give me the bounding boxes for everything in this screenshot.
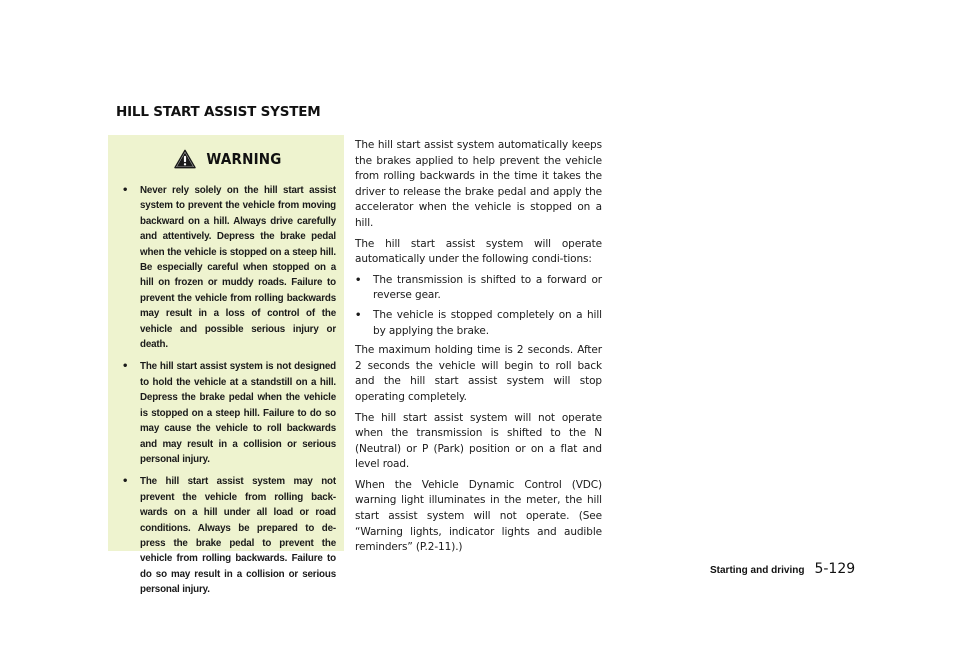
- warning-title: WARNING: [206, 150, 282, 168]
- condition-text: The vehicle is stopped completely on a hill by applying the brake.: [373, 308, 602, 337]
- page-number: 5-129: [814, 561, 856, 577]
- conditions-list: [355, 273, 602, 339]
- body-paragraph: The hill start assist system will operate automatically under the following condi-tions:: [355, 237, 602, 266]
- warning-item-text: The hill start assist system may not prevent the vehicle from rolling back-wards on a hill under all load or road conditions. Always be prepared to de-press the brake pedal to prevent the vehicle from rolling backwards. Failure to do so may result in a collision or serious personal injury.: [140, 476, 336, 596]
- warning-item: [120, 183, 336, 352]
- footer-section-name: Starting and driving: [710, 565, 805, 576]
- warning-item: [120, 474, 336, 597]
- warning-triangle-icon: [174, 149, 196, 169]
- warning-item-text: The hill start assist system is not designed to hold the vehicle at a standstill on a hill. Depress the brake pedal when the vehicle is stopped on a steep hill. Failure to do so may cause the vehicle to roll backwards and may result in a collision or serious personal injury.: [140, 361, 336, 465]
- warning-item-text: Never rely solely on the hill start assist system to prevent the vehicle from moving backward on a hill. Always drive carefully and attentively. Depress the brake pedal when the vehicle is stopped on a steep hill. Be especially careful when stopped on a hill on frozen or muddy roads. Failure to prevent the vehicle from rolling backwards may result in a loss of control of the vehicle and possible serious injury or death.: [140, 185, 336, 351]
- condition-item: [355, 308, 602, 339]
- warning-header: [120, 147, 336, 171]
- body-text-column: [355, 138, 602, 561]
- section-title: HILL START ASSIST SYSTEM: [116, 104, 321, 120]
- bullet-icon: •: [355, 309, 362, 321]
- condition-item: [355, 273, 602, 304]
- body-paragraph: When the Vehicle Dynamic Control (VDC) warning light illuminates in the meter, the hill start assist system will not operate. (See “Warning lights, indicator lights and audible reminders” (P.2-11).): [355, 478, 602, 554]
- warning-box: [108, 135, 344, 596]
- bullet-icon: •: [122, 476, 129, 488]
- bullet-icon: •: [122, 185, 129, 196]
- warning-item: [120, 359, 336, 467]
- page-footer: [710, 561, 855, 577]
- bullet-icon: •: [355, 274, 362, 286]
- warning-list: [120, 183, 336, 598]
- body-paragraph: The maximum holding time is 2 seconds. After 2 seconds the vehicle will begin to roll back and the hill start assist system will stop operating completely.: [355, 344, 602, 403]
- condition-text: The transmission is shifted to a forward or reverse gear.: [373, 273, 602, 302]
- body-paragraph: The hill start assist system will not operate when the transmission is shifted to the N (Neutral) or P (Park) position or on a flat and level road.: [355, 411, 602, 471]
- body-paragraph: The hill start assist system automatically keeps the brakes applied to help prevent the vehicle from rolling backwards in the time it takes the driver to release the brake pedal and apply the accelerator when the vehicle is stopped on a hill.: [355, 139, 602, 229]
- bullet-icon: •: [122, 361, 129, 373]
